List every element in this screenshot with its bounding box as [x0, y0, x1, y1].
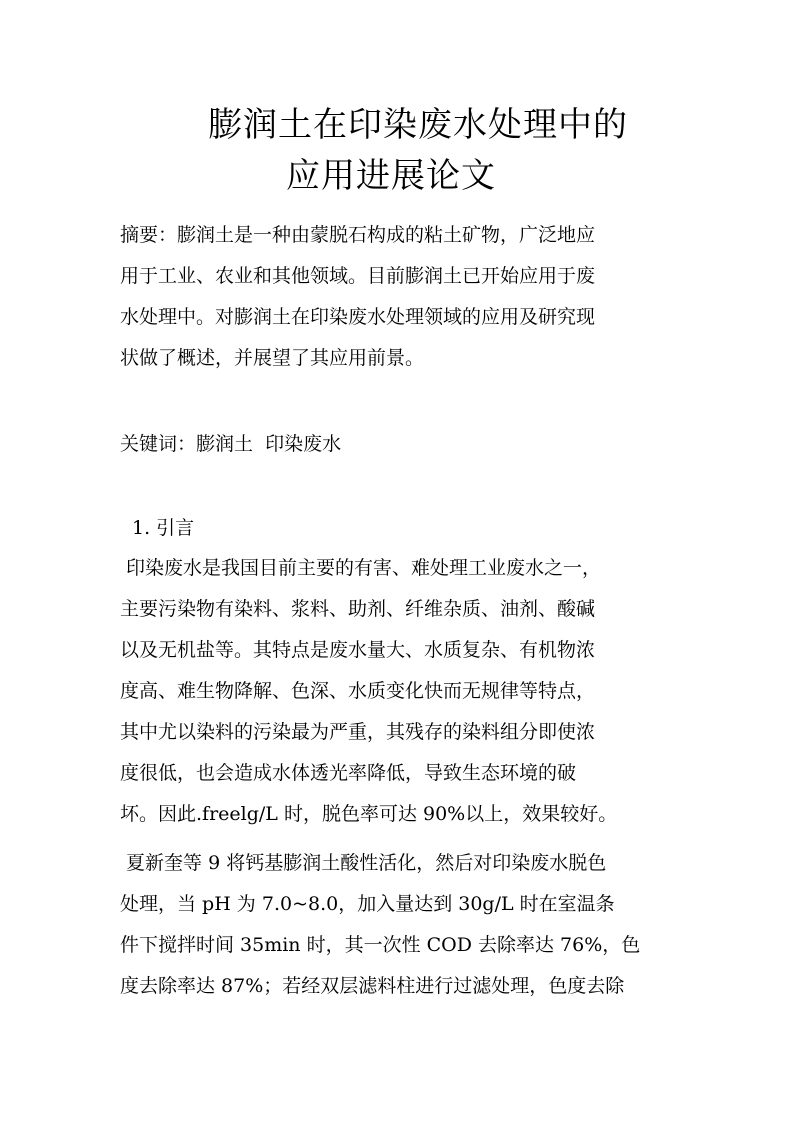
paragraph-line: 处理，当 pH 为 7.0~8.0，加入量达到 30g/L 时在室温条 — [120, 893, 615, 915]
paragraph-line: 主要污染物有染料、浆料、助剂、纤维杂质、油剂、酸碱 — [120, 598, 596, 620]
intro-paragraph — [120, 548, 680, 835]
paragraph-line: 印染废水是我国目前主要的有害、难处理工业废水之一， — [120, 557, 602, 579]
paragraph-line: 件下搅拌时间 35min 时，其一次性 COD 去除率达 76%，色 — [120, 934, 641, 956]
keywords — [120, 424, 680, 465]
abstract — [120, 215, 680, 379]
abstract-line: 状做了概述，并展望了其应用前景。 — [120, 347, 425, 369]
paragraph-line: 其中尤以染料的污染最为严重，其残存的染料组分即使浓 — [120, 721, 596, 743]
second-paragraph — [120, 843, 680, 1007]
abstract-line: 摘要：膨润土是一种由蒙脱石构成的粘土矿物，广泛地应 — [120, 224, 596, 246]
section-heading-text: 1. 引言 — [132, 517, 195, 539]
paragraph-line: 坏。因此.freelg/L 时，脱色率可达 90%以上，效果较好。 — [120, 803, 618, 825]
title-line-2: 应用进展论文 — [286, 156, 496, 196]
paragraph-line: 以及无机盐等。其特点是废水量大、水质复杂、有机物浓 — [120, 639, 596, 661]
paragraph-line: 度去除率达 87%；若经双层滤料柱进行过滤处理，色度去除 — [120, 975, 625, 997]
keywords-line: 关键词：膨润土 印染废水 — [120, 433, 342, 455]
paragraph-line: 度很低，也会造成水体透光率降低，导致生态环境的破 — [120, 762, 577, 784]
paragraph-line: 夏新奎等 9 将钙基膨润土酸性活化，然后对印染废水脱色 — [120, 852, 607, 874]
paragraph-line: 度高、难生物降解、色深、水质变化快而无规律等特点， — [120, 680, 596, 702]
section-heading — [120, 508, 680, 549]
abstract-line: 用于工业、农业和其他领域。目前膨润土已开始应用于废 — [120, 265, 596, 287]
title-line-1: 膨润土在印染废水处理中的 — [208, 105, 628, 145]
abstract-line: 水处理中。对膨润土在印染废水处理领域的应用及研究现 — [120, 306, 596, 328]
